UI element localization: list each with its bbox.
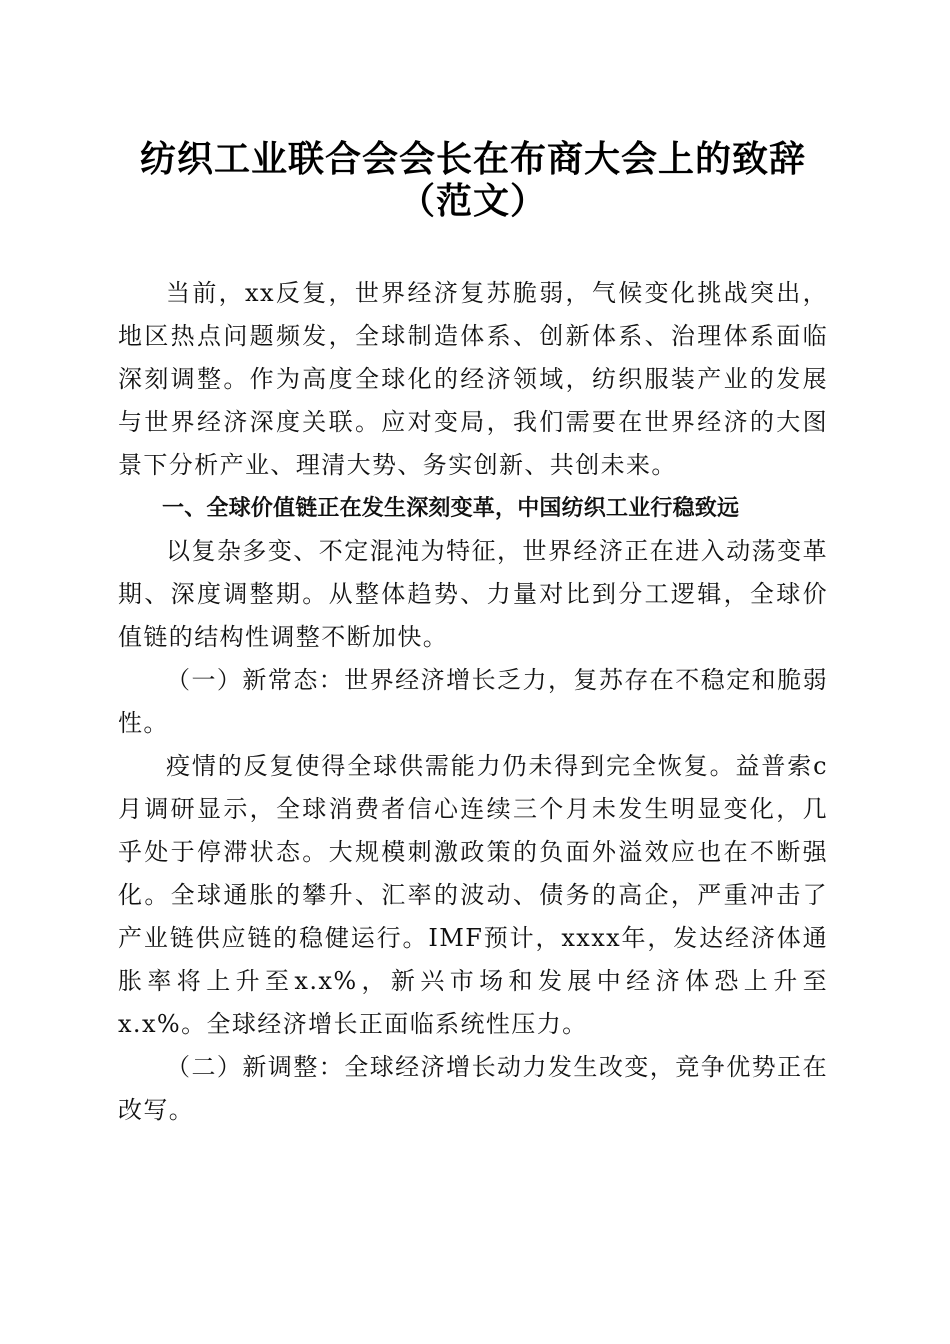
subsection-2-heading: （二）新调整：全球经济增长动力发生改变，竞争优势正在改写。 (118, 1053, 828, 1124)
document-title: 纺织工业联合会会长在布商大会上的致辞（范文） (139, 138, 806, 222)
section-1-heading: 一、全球价值链正在发生深刻变革，中国纺织工业行稳致远 (162, 496, 740, 521)
document-body (118, 272, 828, 1132)
intro-paragraph: 当前，xx反复，世界经济复苏脆弱，气候变化挑战突出，地区热点问题频发，全球制造体系、创新体系、治理体系面临深刻调整。作为高度全球化的经济领域，纺织服装产业的发展与世界经济深度关联。应对变局，我们需要在世界经济的大图景下分析产业、理清大势、务实创新、共创未来。 (118, 279, 828, 479)
subsection-1-heading: （一）新常态：世界经济增长乏力，复苏存在不稳定和脆弱性。 (118, 666, 828, 737)
subsection-1-paragraph: 疫情的反复使得全球供需能力仍未得到完全恢复。益普索c月调研显示，全球消费者信心连续三个月未发生明显变化，几乎处于停滞状态。大规模刺激政策的负面外溢效应也在不断强化。全球通胀的攀升、汇率的波动、债务的高企，严重冲击了产业链供应链的稳健运行。IMF预计，xxxx年，发达经济体通胀率将上升至x.x%，新兴市场和发展中经济体恐上升至x.x%。全球经济增长正面临系统性压力。 (118, 752, 828, 1038)
document-page (118, 138, 828, 1132)
section-1-intro-paragraph: 以复杂多变、不定混沌为特征，世界经济正在进入动荡变革期、深度调整期。从整体趋势、力量对比到分工逻辑，全球价值链的结构性调整不断加快。 (118, 537, 828, 651)
